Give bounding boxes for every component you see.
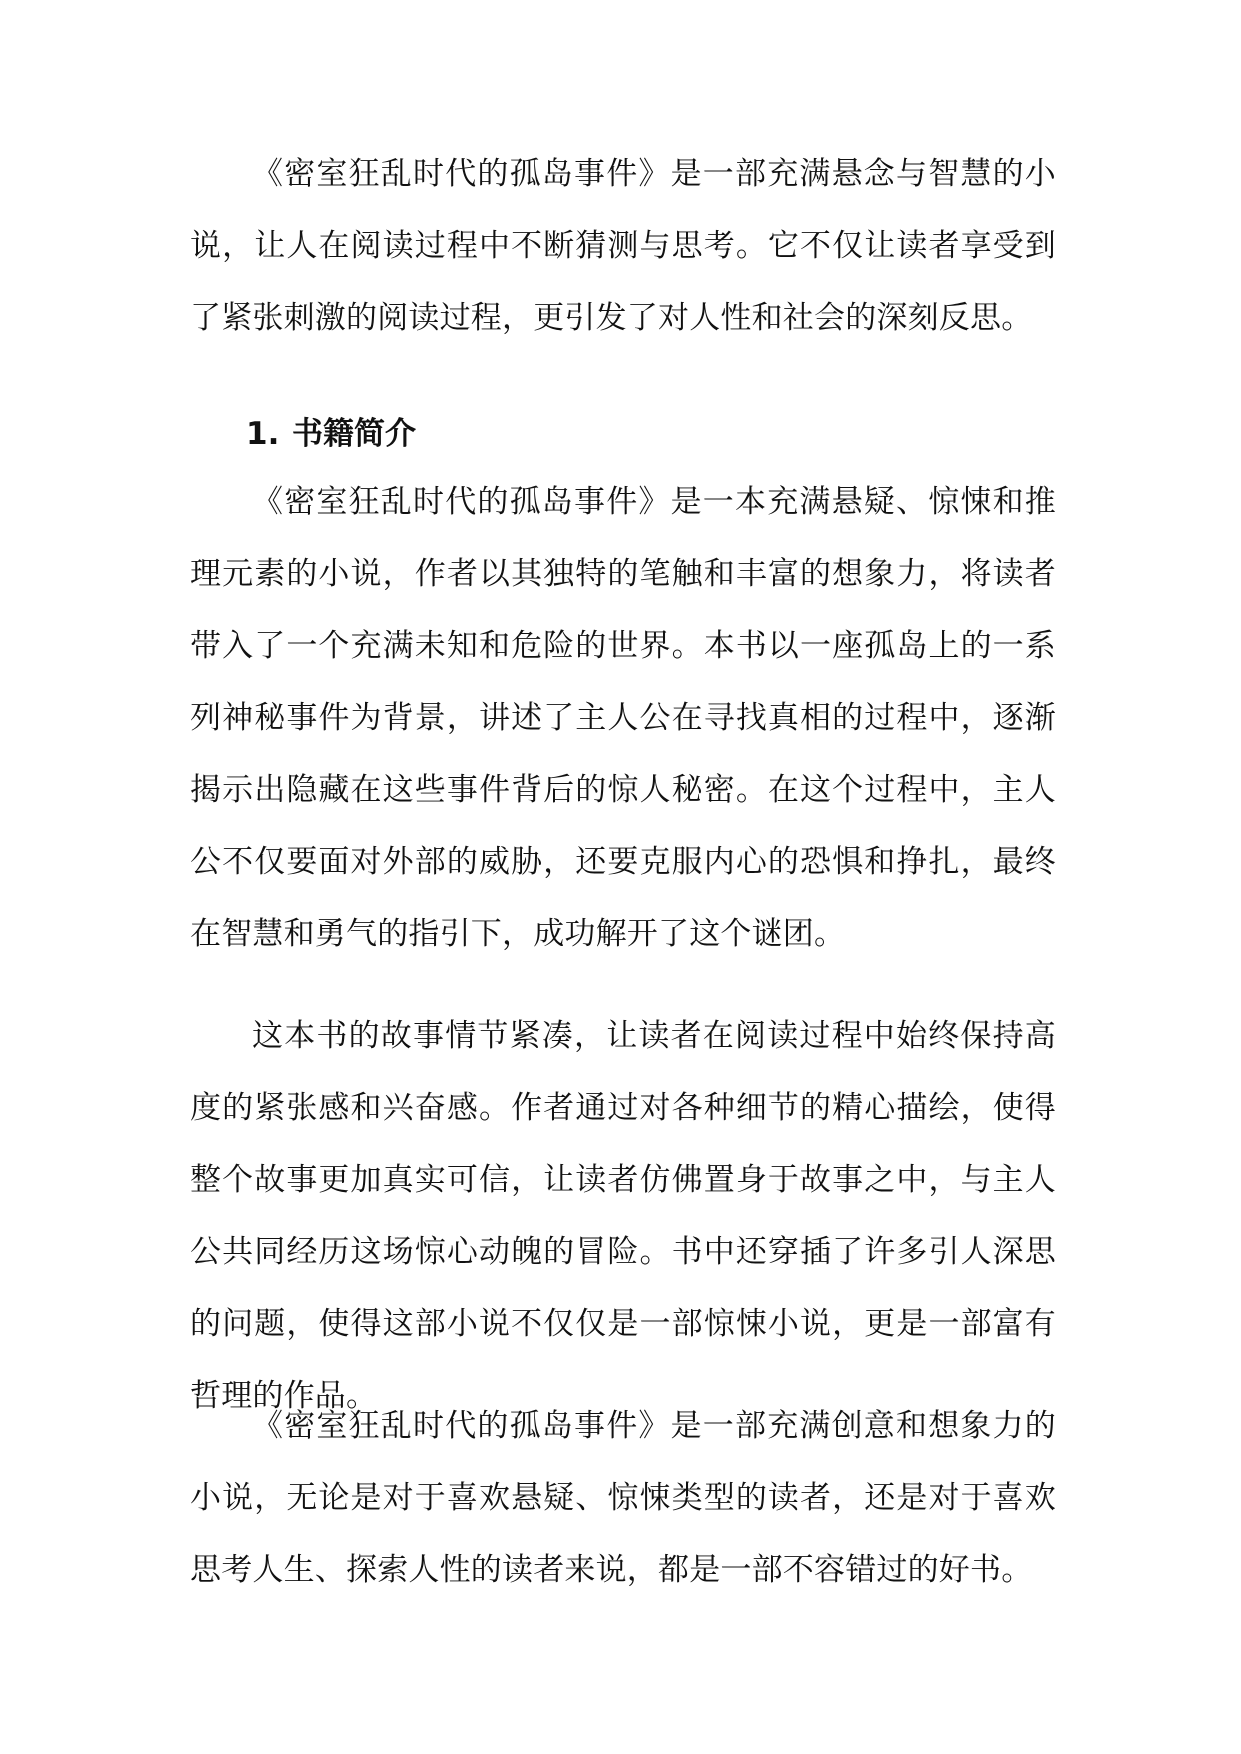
section-heading [246, 398, 416, 470]
body-paragraph: 《密室狂乱时代的孤岛事件》是一部充满创意和想象力的小说，无论是对于喜欢悬疑、惊悚类型的读者，还是对于喜欢思考人生、探索人性的读者来说，都是一部不容错过的好书。 [190, 1408, 1056, 1588]
intro-paragraph: 《密室狂乱时代的孤岛事件》是一部充满悬念与智慧的小说，让人在阅读过程中不断猜测与思考。它不仅让读者享受到了紧张刺激的阅读过程，更引发了对人性和社会的深刻反思。 [190, 156, 1056, 336]
section-title: 书籍简介 [292, 416, 416, 452]
body-paragraph: 这本书的故事情节紧凑，让读者在阅读过程中始终保持高度的紧张感和兴奋感。作者通过对各种细节的精心描绘，使得整个故事更加真实可信，让读者仿佛置身于故事之中，与主人公共同经历这场惊心动魄的冒险。书中还穿插了许多引人深思的问题，使得这部小说不仅仅是一部惊悚小说，更是一部富有哲理的作品。 [190, 1018, 1056, 1414]
section-number: 1. [246, 416, 280, 452]
body-paragraph: 《密室狂乱时代的孤岛事件》是一本充满悬疑、惊悚和推理元素的小说，作者以其独特的笔触和丰富的想象力，将读者带入了一个充满未知和危险的世界。本书以一座孤岛上的一系列神秘事件为背景，讲述了主人公在寻找真相的过程中，逐渐揭示出隐藏在这些事件背后的惊人秘密。在这个过程中，主人公不仅要面对外部的威胁，还要克服内心的恐惧和挣扎，最终在智慧和勇气的指引下，成功解开了这个谜团。 [190, 484, 1056, 952]
